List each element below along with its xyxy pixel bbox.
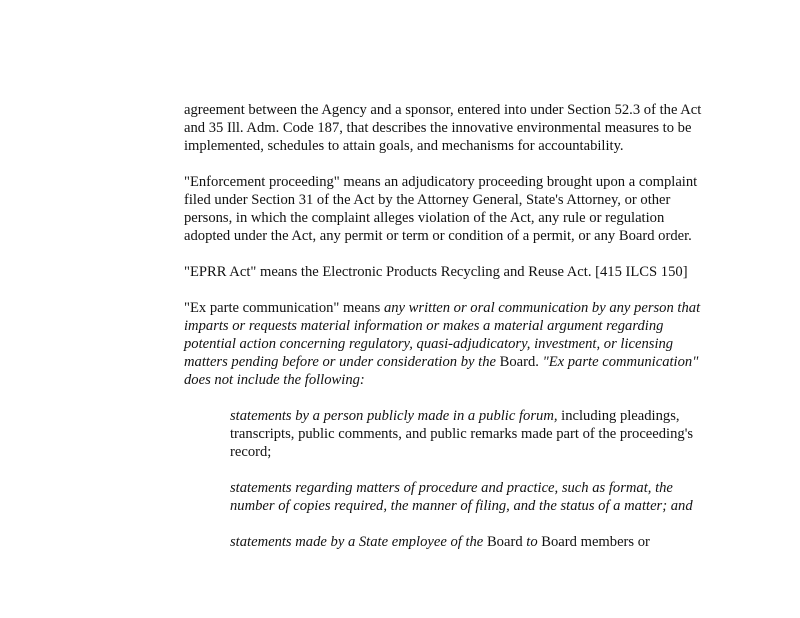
item2-italic: statements regarding matters of procedure and practice, such as format, the number of copies required, the manner of filing, and the status of a matter; and xyxy=(230,480,693,514)
document-page xyxy=(184,101,704,569)
item3-rest: Board members or xyxy=(537,534,650,550)
ex-parte-exclusions-intro: "Ex parte communication" does not include the following: xyxy=(184,354,699,388)
item1-rest: including pleadings, transcripts, public comments, and public remarks made part of the proceeding's record; xyxy=(230,408,694,460)
item3-mid: Board xyxy=(483,534,527,550)
paragraph-eprr-act: "EPRR Act" means the Electronic Products Recycling and Reuse Act. [415 ILCS 150] xyxy=(184,264,688,280)
ex-parte-lead: "Ex parte communication" means xyxy=(184,300,384,316)
paragraph-agreement-continuation: agreement between the Agency and a sponsor, entered into under Section 52.3 of the Act and 35 Ill. Adm. Code 187, that describes the innovative environmental measures to be implemented, schedules to attain goals, and mechanisms for accountability. xyxy=(184,102,702,154)
item3-italic: statements made by a State employee of the xyxy=(230,534,484,550)
ex-parte-board: Board. xyxy=(495,354,543,370)
ex-parte-definition: any written or oral communication by any person that imparts or requests material information or makes a material argument regarding potential action concerning regulatory, quasi-adjudicatory, investment, or licensing matters pending before or under consideration by the xyxy=(184,300,701,370)
exclusion-item-procedure xyxy=(230,479,704,515)
item3-italic-2: to xyxy=(526,534,538,550)
exclusion-item-state-employee xyxy=(230,533,704,551)
paragraph-ex-parte-communication xyxy=(184,299,704,389)
exclusion-item-public-statements xyxy=(230,407,704,461)
paragraph-enforcement-proceeding: "Enforcement proceeding" means an adjudicatory proceeding brought upon a complaint filed under Section 31 of the Act by the Attorney General, State's Attorney, or other persons, in which the complaint alleges violation of the Act, any rule or regulation adopted under the Act, any permit or term or condition of a permit, or any Board order. xyxy=(184,174,698,244)
item1-italic: statements by a person publicly made in a public forum, xyxy=(230,408,558,424)
